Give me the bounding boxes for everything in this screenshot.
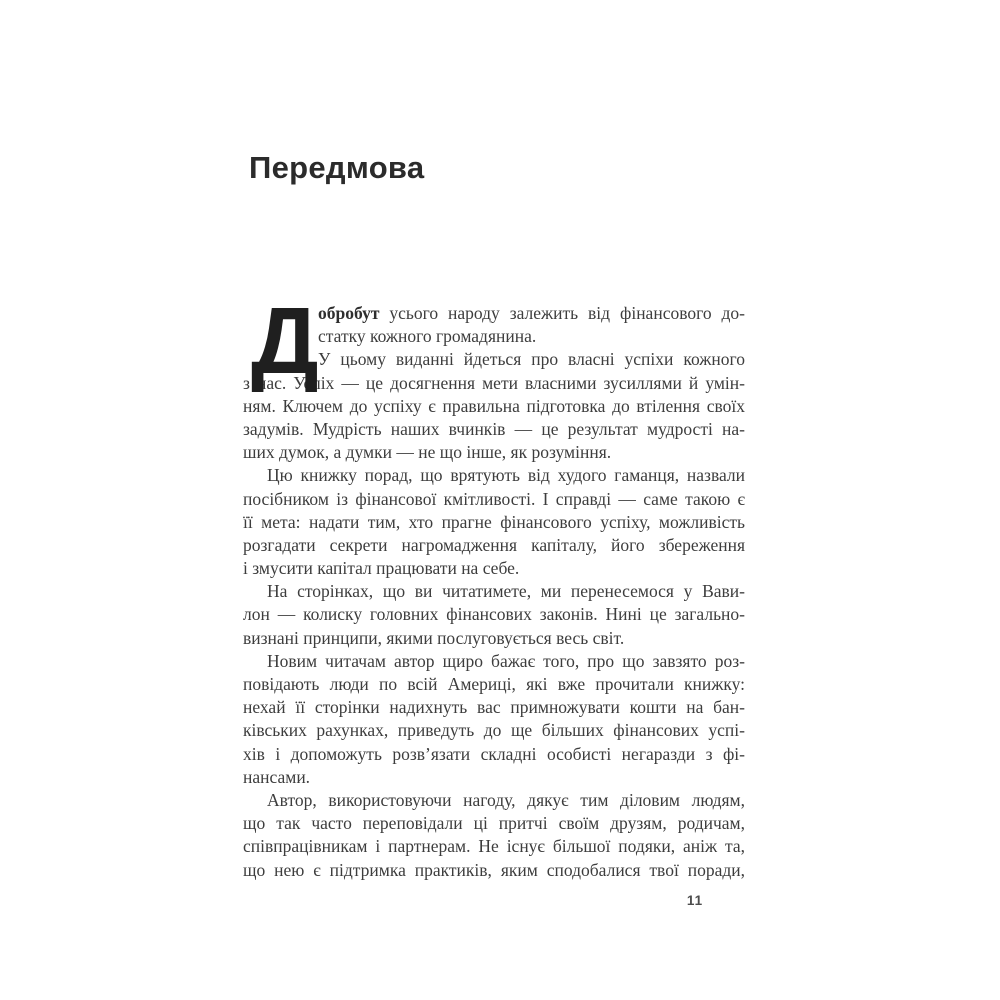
- lead-rest: усього народу залежить від фінансового до-: [379, 303, 745, 323]
- text-line: посібником із фінансової кмітливості. І справді — саме такою є: [243, 488, 745, 509]
- text-line: нансами.: [243, 766, 311, 787]
- text-line: ших думок, а думки — не що інше, як розуміння.: [243, 442, 612, 463]
- page-number: 11: [686, 893, 704, 908]
- text-line: Цю книжку порад, що врятують від худого гаманця, назвали: [267, 465, 745, 486]
- text-line: [318, 302, 745, 325]
- text-line: її мета: надати тим, хто прагне фінансового успіху, можливість: [243, 511, 745, 532]
- text-line: Новим читачам автор щиро бажає того, про що завзято роз-: [267, 650, 745, 671]
- text-line: що так часто переповідали ці притчі своїм друзям, родичам,: [243, 813, 745, 834]
- text-line: статку кожного громадянина.: [318, 326, 537, 347]
- text-line: співпрацівникам і партнерам. Не існує більшої подяки, аніж та,: [243, 836, 745, 857]
- text-line: У цьому виданні йдеться про власні успіхи кожного: [318, 349, 745, 370]
- text-line: повідають люди по всій Америці, які вже прочитали книжку:: [243, 674, 745, 694]
- text-line: задумів. Мудрість наших вчинків — це результат мудрості на-: [243, 418, 745, 439]
- drop-cap: Д: [251, 288, 319, 394]
- lead-word: обробут: [318, 303, 380, 323]
- text-line: На сторінках, що ви читатимете, ми перенесемося у Вави-: [267, 581, 745, 602]
- text-line: Автор, використовуючи нагоду, дякує тим діловим людям,: [267, 789, 745, 810]
- chapter-title: Передмова: [249, 150, 425, 185]
- text-line: розгадати секрети нагромадження капіталу, його збереження: [243, 534, 745, 555]
- text-line: хів і допоможуть розв’язати складні особисті негаразди з фі-: [243, 743, 745, 764]
- text-line: що нею є підтримка практиків, яким сподобалися твої поради,: [243, 859, 745, 880]
- body-text: [243, 288, 745, 882]
- text-line: визнані принципи, якими послуговується весь світ.: [243, 627, 625, 648]
- text-line: і змусити капітал працювати на себе.: [243, 558, 520, 579]
- text-line: ківських рахунках, приведуть до ще більших фінансових успі-: [243, 720, 745, 741]
- text-line: лон — колиску головних фінансових законів. Нині це загально-: [243, 604, 745, 625]
- text-line: з нас. Успіх — це досягнення мети власними зусиллями й умін-: [243, 372, 745, 393]
- text-line: ням. Ключем до успіху є правильна підготовка до втілення своїх: [243, 395, 745, 416]
- text-line: нехай її сторінки надихнуть вас примножувати кошти на бан-: [243, 697, 745, 718]
